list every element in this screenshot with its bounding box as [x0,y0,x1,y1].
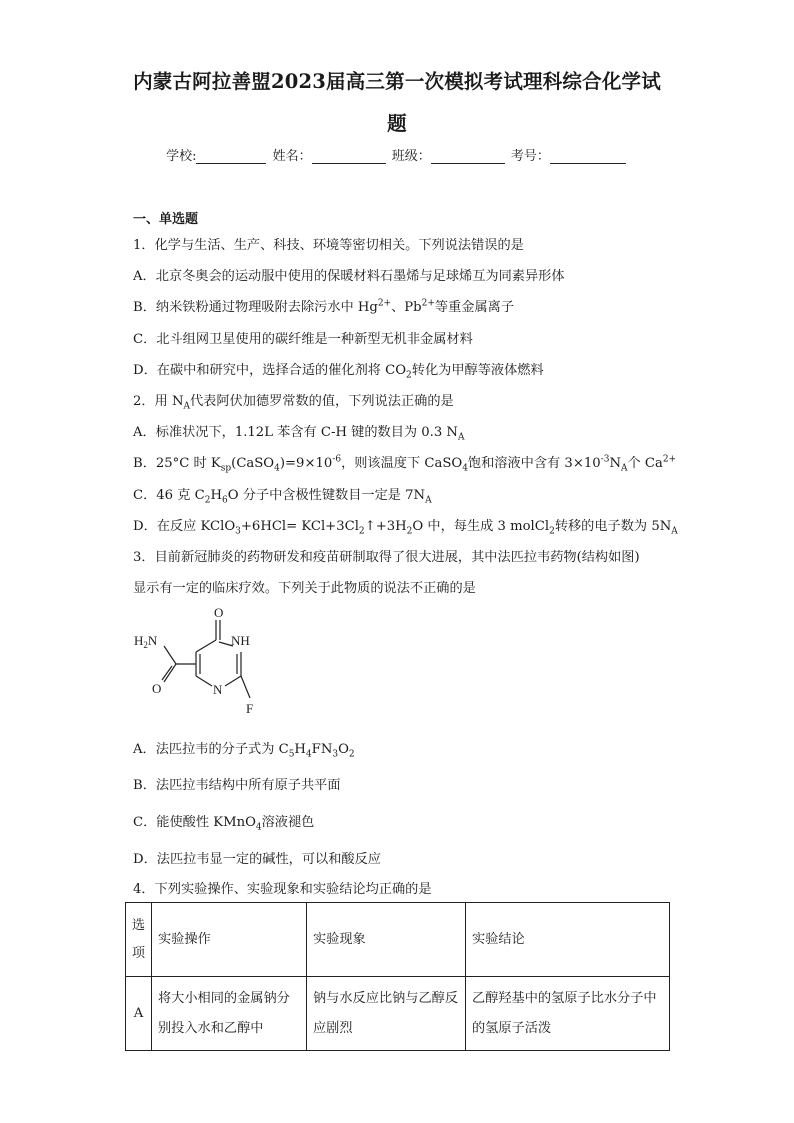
school-blank[interactable] [196,149,266,164]
ring-bond [225,676,241,686]
exam-title-line2: 题 [387,112,407,135]
q3-option-d: D．法匹拉韦显一定的碱性，可以和酸反应 [133,852,381,867]
q3-option-b: B．法匹拉韦结构中所有原子共平面 [133,778,341,793]
amide-o-bond [164,664,176,682]
experiment-table [125,902,670,1051]
atom-f: F [246,701,254,716]
q3-option-a: A．法匹拉韦的分子式为 $C_5H_4FN_3O_2$ [133,742,355,760]
q1-option-b: B．纳米铁粉通过物理吸附去除污水中 $Hg^{2+}$、$Pb^{2+}$等重金属离子 [133,298,515,315]
atom-h2n: $H_2N$ [134,633,158,650]
student-info-row [0,145,794,164]
q3-option-c: C．能使酸性 KMnO$_4$溶液褪色 [133,815,315,833]
q4-stem: 4．下列实验操作、实验现象和实验结论均正确的是 [133,882,432,897]
amide-n-bond [164,646,176,664]
section-heading: 一、单选题 [133,212,199,227]
exam-number-label: 考号： [510,149,550,164]
header-phenomenon: 实验现象 [307,903,466,977]
table-row [126,977,670,1051]
class-label: 班级： [391,149,431,164]
row-phenomenon: 钠与水反应比钠与乙醇反应剧烈 [307,977,466,1051]
q3-stem-line2: 显示有一定的临床疗效。下列关于此物质的说法不正确的是 [133,581,476,596]
q3-stem-line1: 3．目前新冠肺炎的药物研发和疫苗研制取得了很大进展，其中法匹拉韦药物(结构如图) [133,550,640,565]
q1-stem: 1．化学与生活、生产、科技、环境等密切相关。下列说法错误的是 [133,238,524,253]
row-operation: 将大小相同的金属钠分别投入水和乙醇中 [152,977,307,1051]
atom-nh: NH [231,633,250,648]
q2-stem: 2．用 $N_A$代表阿伏加德罗常数的值，下列说法正确的是 [133,394,454,412]
school-label: 学校: [166,149,197,164]
q2-option-c: C．46 克 $C_2H_6O$ 分子中含极性键数目一定是 $7N_A$ [133,488,432,506]
row-option: A [126,977,152,1051]
table-header-row [126,903,670,977]
ring-bond [196,676,212,686]
q1-option-d: D．在碳中和研究中，选择合适的催化剂将 $CO_2$转化为甲醇等液体燃料 [133,363,544,381]
name-blank[interactable] [312,149,386,164]
header-option: 选项 [126,903,152,977]
header-conclusion: 实验结论 [466,903,670,977]
q1-option-c: C．北斗组网卫星使用的碳纤维是一种新型无机非金属材料 [133,332,473,347]
exam-title-line1: 内蒙古阿拉善盟2023届高三第一次模拟考试理科综合化学试 [133,70,661,93]
ring-bond [196,640,216,652]
fluoro-bond [241,676,250,698]
favipiravir-structure-diagram [130,604,270,724]
atom-o-top: O [214,605,224,620]
q2-option-d: D．在反应 KClO$_3$+6HCl= $KCl+3Cl_2↑+3H_2O$ 中，每生成 3 molCl$_2$转移的电子数为 $5N_A$ [133,519,678,537]
exam-number-blank[interactable] [550,149,626,164]
atom-n-ring: N [213,682,223,697]
name-label: 姓名： [272,149,312,164]
q1-option-a: A．北京冬奥会的运动服中使用的保暖材料石墨烯与足球烯互为同素异形体 [133,269,565,284]
header-operation: 实验操作 [152,903,307,977]
q2-option-b: B．25°C 时 $K_{sp}(CaSO_4)=9\times 10^{-6}$，则该温度下 CaSO$_4$饱和溶液中含有 $3\times 10^{-3}N_A$个 $Ca^{2+}$ [133,454,677,474]
q2-option-a: A．标准状况下，1.12L 苯含有 C-H 键的数目为 0.3 $N_A$ [133,425,465,443]
row-conclusion: 乙醇羟基中的氢原子比水分子中的氢原子活泼 [466,977,670,1051]
atom-o-left: O [152,681,162,696]
class-blank[interactable] [431,149,505,164]
